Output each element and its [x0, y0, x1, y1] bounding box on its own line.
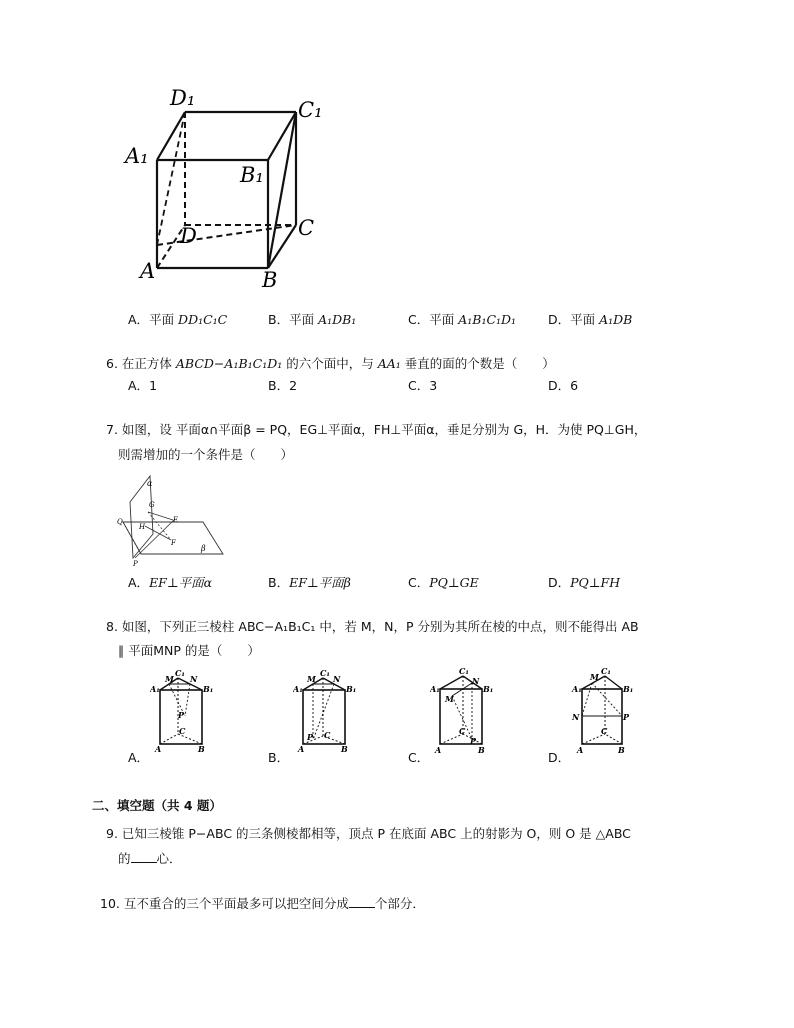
prism-label-b: B — [478, 745, 485, 754]
q8-prism-d — [570, 664, 635, 754]
q10-answer-blank[interactable] — [349, 896, 375, 908]
q8-prism-b — [293, 668, 358, 754]
q6-option-a[interactable] — [128, 376, 157, 394]
prism-label-a: A — [435, 745, 442, 754]
option-text: PQ⊥GE — [429, 575, 479, 590]
cube-label-b: B — [262, 268, 278, 290]
q9-text-line1: 已知三棱锥 P−ABC 的三条侧棱都相等，顶点 P 在底面 ABC 上的射影为 O，则 O 是 △ABC — [121, 826, 631, 841]
question-number: 7. — [106, 422, 118, 437]
q9-text-post: 心． — [156, 851, 182, 866]
q7-stem-line1 — [106, 420, 646, 438]
prism-label-b1: B₁ — [203, 684, 214, 694]
q9-answer-blank[interactable] — [131, 851, 157, 863]
question-number: 6. — [106, 356, 118, 371]
prism-label-a1: A₁ — [430, 684, 440, 694]
prism-label-a: A — [155, 744, 162, 754]
option-text: PQ⊥FH — [570, 575, 621, 590]
option-letter: A． — [128, 312, 150, 327]
option-letter: D． — [548, 378, 571, 393]
q6-math-2: AA₁ — [377, 356, 401, 371]
q7-option-a[interactable] — [128, 573, 212, 591]
q8-option-b[interactable] — [268, 748, 289, 766]
q6-math-1: ABCD−A₁B₁C₁D₁ — [175, 356, 283, 371]
prism-label-a: A — [577, 745, 584, 754]
q5-option-c[interactable] — [408, 310, 516, 328]
prism-label-b: B — [198, 744, 205, 754]
option-letter: A． — [128, 750, 150, 765]
prism-label-p: P — [623, 712, 630, 722]
prism-label-c: C — [601, 726, 608, 736]
q8-stem-line2 — [118, 641, 260, 659]
prism-label-n: N — [472, 676, 480, 686]
q10-text-pre: 互不重合的三个平面最多可以把空间分成 — [123, 896, 349, 911]
q9-stem-line2 — [118, 849, 182, 867]
cube-label-c1: C₁ — [298, 98, 323, 122]
q7-label-p: P — [133, 560, 138, 566]
prism-label-c1: C₁ — [459, 666, 469, 676]
question-number: 9. — [106, 826, 118, 841]
option-text: 1 — [149, 378, 158, 393]
prism-label-c: C — [459, 726, 466, 736]
prism-label-m: M — [307, 674, 316, 684]
prism-label-b1: B₁ — [483, 684, 494, 694]
option-text: 2 — [289, 378, 298, 393]
option-letter: C． — [408, 575, 430, 590]
q7-label-beta: β — [201, 544, 206, 553]
prism-label-m: M — [445, 694, 454, 704]
q7-text-line2: 则需增加的一个条件是（ ） — [118, 447, 294, 462]
option-letter: B． — [268, 312, 290, 327]
prism-label-c1: C₁ — [320, 668, 330, 678]
q7-option-b[interactable] — [268, 573, 351, 591]
q5-option-b[interactable] — [268, 310, 356, 328]
q8-prism-c — [430, 664, 495, 754]
prism-label-a1: A₁ — [572, 684, 582, 694]
q8-prism-a — [150, 668, 215, 754]
prism-label-b1: B₁ — [346, 684, 357, 694]
q7-option-d[interactable] — [548, 573, 620, 591]
option-letter: A． — [128, 378, 150, 393]
option-text: 平面 — [149, 312, 179, 327]
q7-option-c[interactable] — [408, 573, 479, 591]
option-math: DD₁C₁C — [178, 312, 228, 327]
option-letter: D． — [548, 575, 571, 590]
q10-stem — [100, 894, 425, 912]
option-text: EF⊥平面α — [149, 575, 213, 590]
cube-label-b1: B₁ — [240, 163, 264, 187]
prism-label-c1: C₁ — [601, 666, 611, 676]
option-letter: D． — [548, 312, 571, 327]
q7-label-alpha: α — [147, 479, 153, 488]
option-text: 平面 — [289, 312, 319, 327]
option-text: EF⊥平面β — [289, 575, 351, 590]
prism-label-p: P — [307, 732, 314, 742]
prism-label-m: M — [590, 672, 599, 682]
q6-stem — [106, 354, 555, 372]
q7-label-g: G — [149, 501, 155, 509]
q7-label-h: H — [139, 523, 146, 531]
question-number: 10. — [100, 896, 120, 911]
q9-text-pre: 的 — [118, 851, 131, 866]
q8-text-line2: ∥ 平面MNP 的是（ ） — [118, 643, 260, 658]
cube-label-a1: A₁ — [125, 144, 149, 168]
prism-label-m: M — [165, 674, 174, 684]
option-text: 平面 — [429, 312, 459, 327]
prism-label-n: N — [333, 674, 341, 684]
option-letter: C． — [408, 312, 430, 327]
prism-label-p: P — [178, 710, 185, 720]
q5-option-a[interactable] — [128, 310, 227, 328]
cube-label-d1: D₁ — [170, 86, 196, 110]
prism-label-b: B — [618, 745, 625, 754]
prism-label-b1: B₁ — [623, 684, 634, 694]
cube-figure — [120, 85, 330, 290]
prism-label-c: C — [179, 726, 186, 736]
prism-label-a: A — [298, 744, 305, 754]
cube-label-a: A — [140, 259, 156, 283]
q7-planes-figure — [113, 474, 228, 566]
q6-text-2: 的六个面中，与 — [282, 356, 378, 371]
cube-label-d: D — [180, 224, 197, 248]
q7-label-f: F — [171, 539, 176, 547]
prism-label-n: N — [190, 674, 198, 684]
option-math: A₁DB₁ — [318, 312, 357, 327]
option-letter: B． — [268, 575, 290, 590]
q7-label-e: E — [173, 516, 179, 524]
prism-label-c: C — [324, 730, 331, 740]
option-letter: C． — [408, 378, 430, 393]
q6-option-d[interactable] — [548, 376, 578, 394]
q7-label-q: Q — [117, 518, 123, 526]
q5-option-d[interactable] — [548, 310, 632, 328]
prism-label-a1: A₁ — [150, 684, 160, 694]
cube-label-c: C — [298, 216, 315, 240]
prism-label-c1: C₁ — [175, 668, 185, 678]
option-text: 平面 — [570, 312, 600, 327]
q6-text-3: 垂直的面的个数是（ ） — [400, 356, 555, 371]
q8-option-a[interactable] — [128, 748, 149, 766]
prism-label-n: N — [572, 712, 580, 722]
option-math: A₁DB — [599, 312, 633, 327]
option-text: 6 — [570, 378, 579, 393]
prism-label-a1: A₁ — [293, 684, 303, 694]
q6-option-b[interactable] — [268, 376, 297, 394]
q9-stem-line1 — [106, 824, 631, 842]
q8-option-d[interactable] — [548, 748, 570, 766]
q6-option-c[interactable] — [408, 376, 437, 394]
q6-text-1: 在正方体 — [121, 356, 176, 371]
question-number: 8. — [106, 619, 118, 634]
option-letter: B． — [268, 378, 290, 393]
q7-text-line1: 如图，设 平面α∩平面β = PQ，EG⊥平面α，FH⊥平面α，垂足分别为 G，H．为使 PQ⊥GH， — [121, 422, 647, 437]
q7-stem-line2 — [118, 445, 293, 463]
q8-text-line1: 如图，下列正三棱柱 ABC−A₁B₁C₁ 中，若 M，N，P 分别为其所在棱的中点，则不能得出 AB — [121, 619, 639, 634]
option-text: 3 — [429, 378, 438, 393]
q10-text-post: 个部分． — [374, 896, 425, 911]
prism-label-p: P — [470, 736, 477, 746]
option-math: A₁B₁C₁D₁ — [458, 312, 517, 327]
option-letter: B． — [268, 750, 290, 765]
q8-stem-line1 — [106, 617, 639, 635]
q8-option-c[interactable] — [408, 748, 429, 766]
option-letter: D． — [548, 750, 571, 765]
option-letter: C． — [408, 750, 430, 765]
section-title: 二、填空题（共 4 题） — [92, 798, 222, 813]
option-letter: A． — [128, 575, 150, 590]
prism-label-b: B — [341, 744, 348, 754]
